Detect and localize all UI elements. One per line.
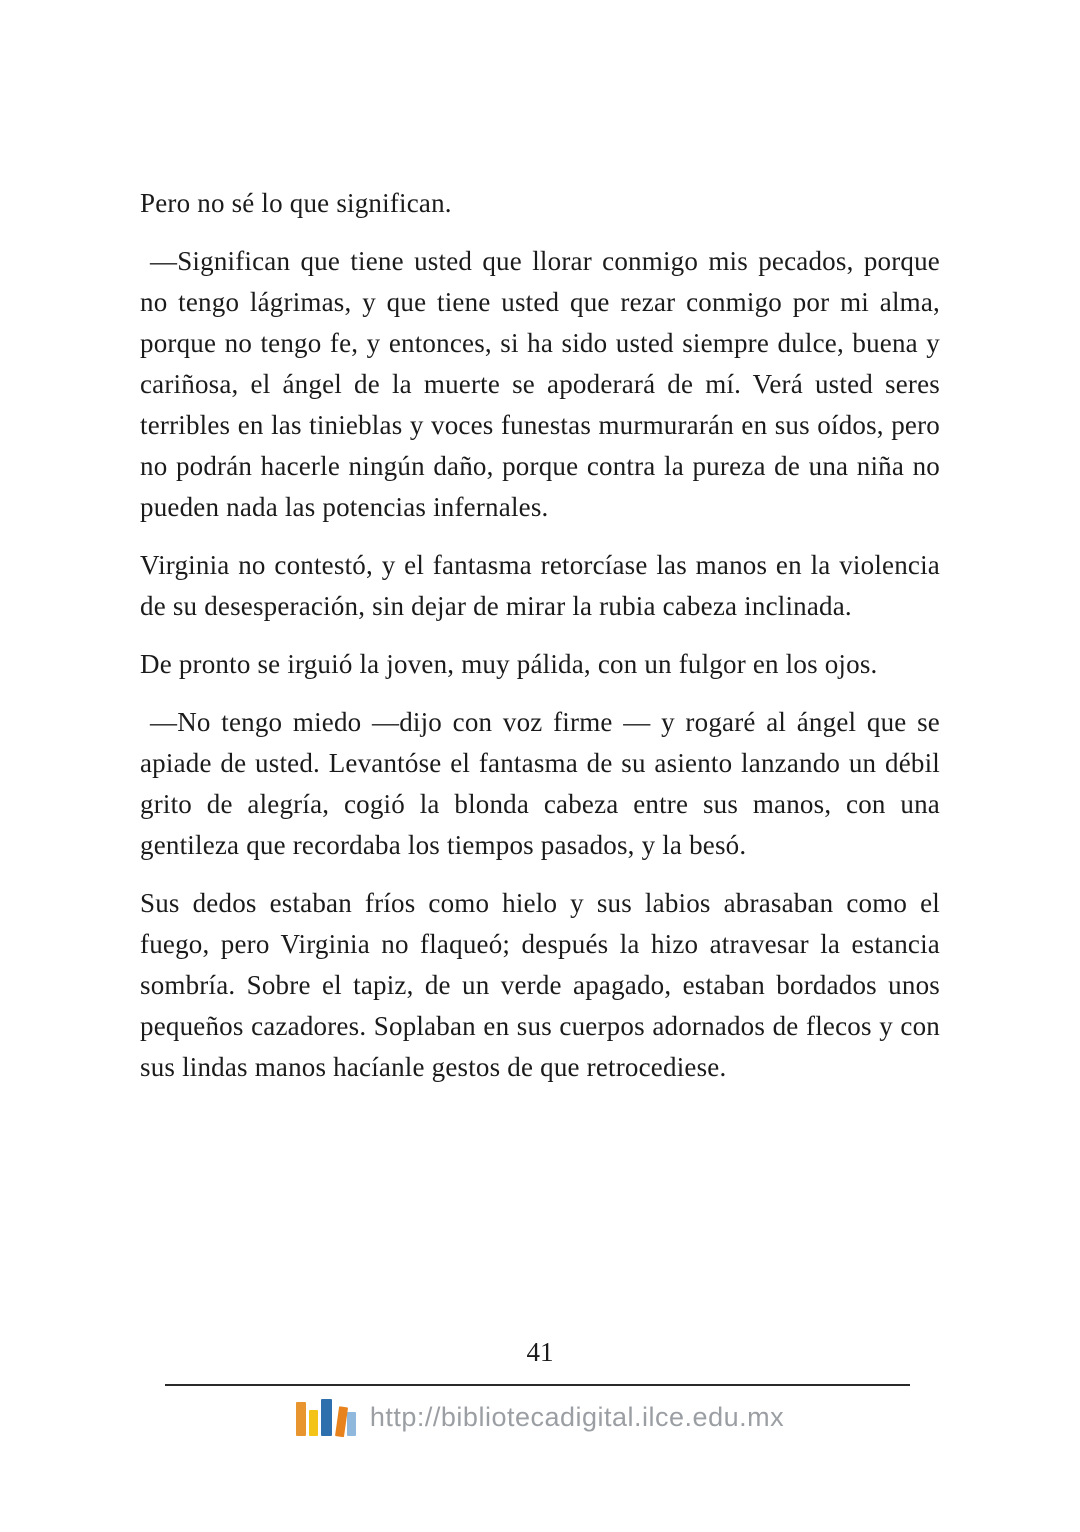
footer-divider — [165, 1384, 910, 1386]
paragraph: —Significan que tiene usted que llorar conmigo mis pecados, porque no tengo lágrimas, y que tiene usted que rezar conmigo por mi alma, porque no tengo fe, y entonces, si ha sido usted siempre dulce, buena y cariñosa, el ángel de la muerte se apoderará de mí. Verá usted seres terribles en las tinieblas y voces funestas murmurarán en sus oídos, pero no podrán hacerle ningún daño, porque contra la pureza de una niña no pueden nada las potencias infernales. — [140, 246, 940, 522]
books-logo-icon — [296, 1398, 356, 1436]
paragraph: Pero no sé lo que significan. — [140, 188, 452, 218]
paragraph: Sus dedos estaban fríos como hielo y sus labios abrasaban como el fuego, pero Virginia no flaqueó; después la hizo atravesar la estancia sombría. Sobre el tapiz, de un verde apagado, estaban bordados unos pequeños cazadores. Soplaban en sus cuerpos adornados de flecos y con sus lindas manos hacíanle gestos de que retrocediese. — [140, 888, 940, 1082]
paragraph: Virginia no contestó, y el fantasma retorcíase las manos en la violencia de su desesperación, sin dejar de mirar la rubia cabeza inclinada. — [140, 550, 940, 621]
page-number: 41 — [526, 1337, 554, 1367]
footer-url[interactable]: http://bibliotecadigital.ilce.edu.mx — [369, 1401, 785, 1432]
page-text — [140, 183, 940, 1105]
page-footer — [0, 1398, 1080, 1436]
paragraph: —No tengo miedo —dijo con voz firme — y rogaré al ángel que se apiade de usted. Levantóse el fantasma de su asiento lanzando un débil grito de alegría, cogió la blonda cabeza entre sus manos, con una gentileza que recordaba los tiempos pasados, y la besó. — [140, 707, 940, 860]
paragraph: De pronto se irguió la joven, muy pálida, con un fulgor en los ojos. — [140, 649, 878, 679]
